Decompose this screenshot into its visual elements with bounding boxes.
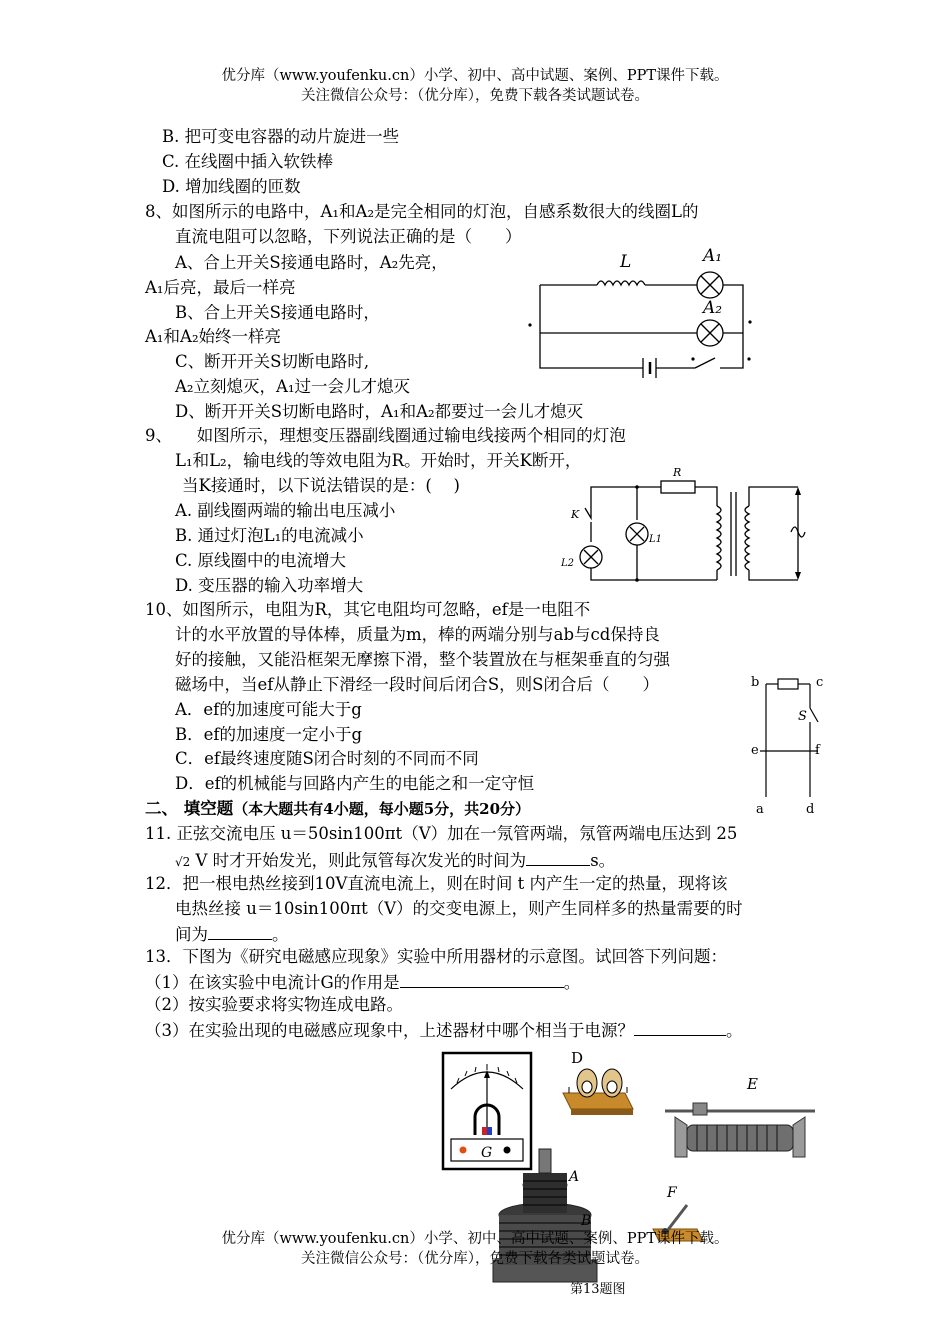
q8-option-b-line-1: B、合上开关S接通电路时， — [175, 303, 380, 322]
q10-fig-label-d: d — [806, 802, 815, 817]
q13-fig-label-a: A — [569, 1169, 580, 1185]
q8-fig-label-l: L — [620, 252, 632, 272]
q10-option-c: C．ef最终速度随S闭合时刻的不同而不同 — [175, 749, 479, 768]
q10-fig-label-f: f — [815, 743, 820, 758]
q11-unit: s。 — [590, 851, 616, 870]
section-2-heading — [145, 797, 530, 821]
q9-stem-line-2: L₁和L₂，输电线的等效电阻为R。开始时，开关K断开， — [175, 451, 582, 470]
q10-stem-line-4: 磁场中，当ef从静止下滑经一段时间后闭合S，则S闭合后（ ） — [175, 675, 659, 694]
q13-fig-label-e: E — [747, 1075, 758, 1093]
q7-option-b: B. 把可变电容器的动片旋进一些 — [162, 127, 400, 146]
q10-rail-diagram — [748, 672, 830, 820]
q8-option-a-line-2: A₁后亮，最后一样亮 — [145, 278, 296, 297]
q9-option-a: A. 副线圈两端的输出电压减小 — [175, 501, 396, 520]
switch-d — [563, 1049, 633, 1115]
q8-circuit-diagram — [525, 245, 765, 385]
q8-option-c-line-2: A₂立刻熄灭，A₁过一会儿才熄灭 — [175, 377, 411, 396]
q12-answer-blank[interactable] — [208, 921, 272, 940]
q13-part-3-blank[interactable] — [634, 1017, 726, 1036]
q8-fig-label-a2: A₂ — [703, 298, 723, 318]
q10-fig-label-e: e — [751, 743, 759, 758]
page-header-line-2: 关注微信公众号：（优分库），免费下载各类试题试卷。 — [301, 88, 649, 104]
q9-option-c: C. 原线圈中的电流增大 — [175, 551, 347, 570]
q8-stem-line-1: 8、如图所示的电路中，A₁和A₂是完全相同的灯泡，自感系数很大的线圈L的 — [145, 202, 699, 221]
q9-transformer-diagram — [555, 460, 815, 590]
q10-stem-line-1: 10、如图所示，电阻为R，其它电阻均可忽略，ef是一电阻不 — [145, 600, 591, 619]
q12-line-1: 12．把一根电热丝接到10V直流电流上，则在时间 t 内产生一定的热量，现将该 — [145, 874, 728, 893]
q9-stem-line-1: 9、 如图所示，理想变压器副线圈通过输电线接两个相同的灯泡 — [145, 426, 626, 445]
q9-fig-label-l1: L1 — [649, 534, 663, 545]
page-footer-line-1: 优分库（www.youfenku.cn）小学、初中、高中试题、案例、PPT课件下载。 — [221, 1231, 729, 1247]
q8-stem-line-2: 直流电阻可以忽略，下列说法正确的是（ ） — [175, 227, 522, 246]
q13-part-1-text: （1）在该实验中电流计G的作用是 — [145, 973, 400, 992]
page-header-line-1: 优分库（www.youfenku.cn）小学、初中、高中试题、案例、PPT课件下载。 — [221, 68, 729, 84]
q8-option-c-line-1: C、断开开关S切断电路时, — [175, 352, 370, 371]
q9-fig-label-k: K — [571, 508, 580, 521]
q13-stem: 13．下图为《研究电磁感应现象》实验中所用器材的示意图。试回答下列问题： — [145, 947, 727, 966]
q7-option-c: C. 在线圈中插入软铁棒 — [162, 152, 334, 171]
q11-line-1: 11. 正弦交流电压 u＝50sin100πt（V）加在一氖管两端，氖管两端电压达到 25 — [145, 824, 738, 843]
q8-option-a-line-1: A、合上开关S接通电路时，A₂先亮， — [175, 253, 448, 272]
q11-sqrt: √2 — [175, 855, 191, 869]
q10-fig-label-s: S — [798, 709, 807, 724]
q11-line-2 — [175, 847, 615, 874]
q9-option-d: D. 变压器的输入功率增大 — [175, 576, 364, 595]
q13-fig-label-f: F — [667, 1185, 677, 1201]
q13-figure-caption: 第13题图 — [570, 1282, 626, 1297]
q9-fig-label-l2: L2 — [561, 558, 575, 569]
q9-fig-label-r: R — [673, 466, 682, 479]
section-2-title: 二、 填空题 — [145, 799, 234, 818]
page-footer-line-2: 关注微信公众号：（优分库），免费下载各类试题试卷。 — [301, 1251, 649, 1267]
q11-line-2-text: V 时才开始发光，则此氖管每次发光的时间为 — [190, 851, 527, 870]
q11-answer-blank[interactable] — [526, 847, 590, 866]
q8-option-b-line-2: A₁和A₂始终一样亮 — [145, 327, 282, 346]
q9-stem-line-3: 当K接通时，以下说法错误的是：( ) — [182, 476, 460, 495]
q13-part-3-end: 。 — [726, 1021, 743, 1040]
section-2-note: （本大题共有4小题，每小题5分，共20分） — [233, 800, 530, 818]
galvanometer-g — [443, 1053, 531, 1169]
q13-part-2: （2）按实验要求将实物连成电路。 — [145, 995, 403, 1014]
q12-line-3 — [175, 921, 289, 947]
q7-option-d: D. 增加线圈的匝数 — [162, 177, 301, 196]
rheostat-e — [665, 1075, 815, 1157]
q10-option-d: D．ef的机械能与回路内产生的电能之和一定守恒 — [175, 774, 535, 793]
q13-fig-label-g: G — [481, 1145, 493, 1161]
q13-part-3-text: （3）在实验出现的电磁感应现象中，上述器材中哪个相当于电源？ — [145, 1021, 634, 1040]
q12-line-2: 电热丝接 u＝10sin100πt（V）的交变电源上，则产生同样多的热量需要的时 — [175, 899, 743, 918]
q10-stem-line-2: 计的水平放置的导体棒，质量为m，棒的两端分别与ab与cd保持良 — [175, 625, 660, 644]
q12-end-punct: 。 — [272, 925, 289, 944]
q13-part-1 — [145, 969, 580, 995]
q13-fig-label-b: B — [581, 1213, 592, 1229]
q13-fig-label-d: D — [571, 1049, 584, 1067]
q10-fig-label-b: b — [751, 675, 760, 690]
q10-fig-label-c: c — [816, 675, 824, 690]
q8-fig-label-a1: A₁ — [703, 246, 723, 266]
q8-option-d: D、断开开关S切断电路时，A₁和A₂都要过一会儿才熄灭 — [175, 402, 584, 421]
q13-part-1-end: 。 — [563, 973, 581, 992]
q10-option-b: B．ef的加速度一定小于g — [175, 725, 363, 744]
q12-line-3-text: 间为 — [175, 925, 208, 944]
q9-option-b: B. 通过灯泡L₁的电流减小 — [175, 526, 364, 545]
q13-part-3 — [145, 1017, 743, 1043]
q10-stem-line-3: 好的接触，又能沿框架无摩擦下滑，整个装置放在与框架垂直的匀强 — [175, 650, 670, 669]
q10-option-a: A．ef的加速度可能大于g — [175, 700, 362, 719]
q10-fig-label-a: a — [756, 802, 764, 817]
q13-part-1-blank[interactable] — [400, 969, 564, 988]
